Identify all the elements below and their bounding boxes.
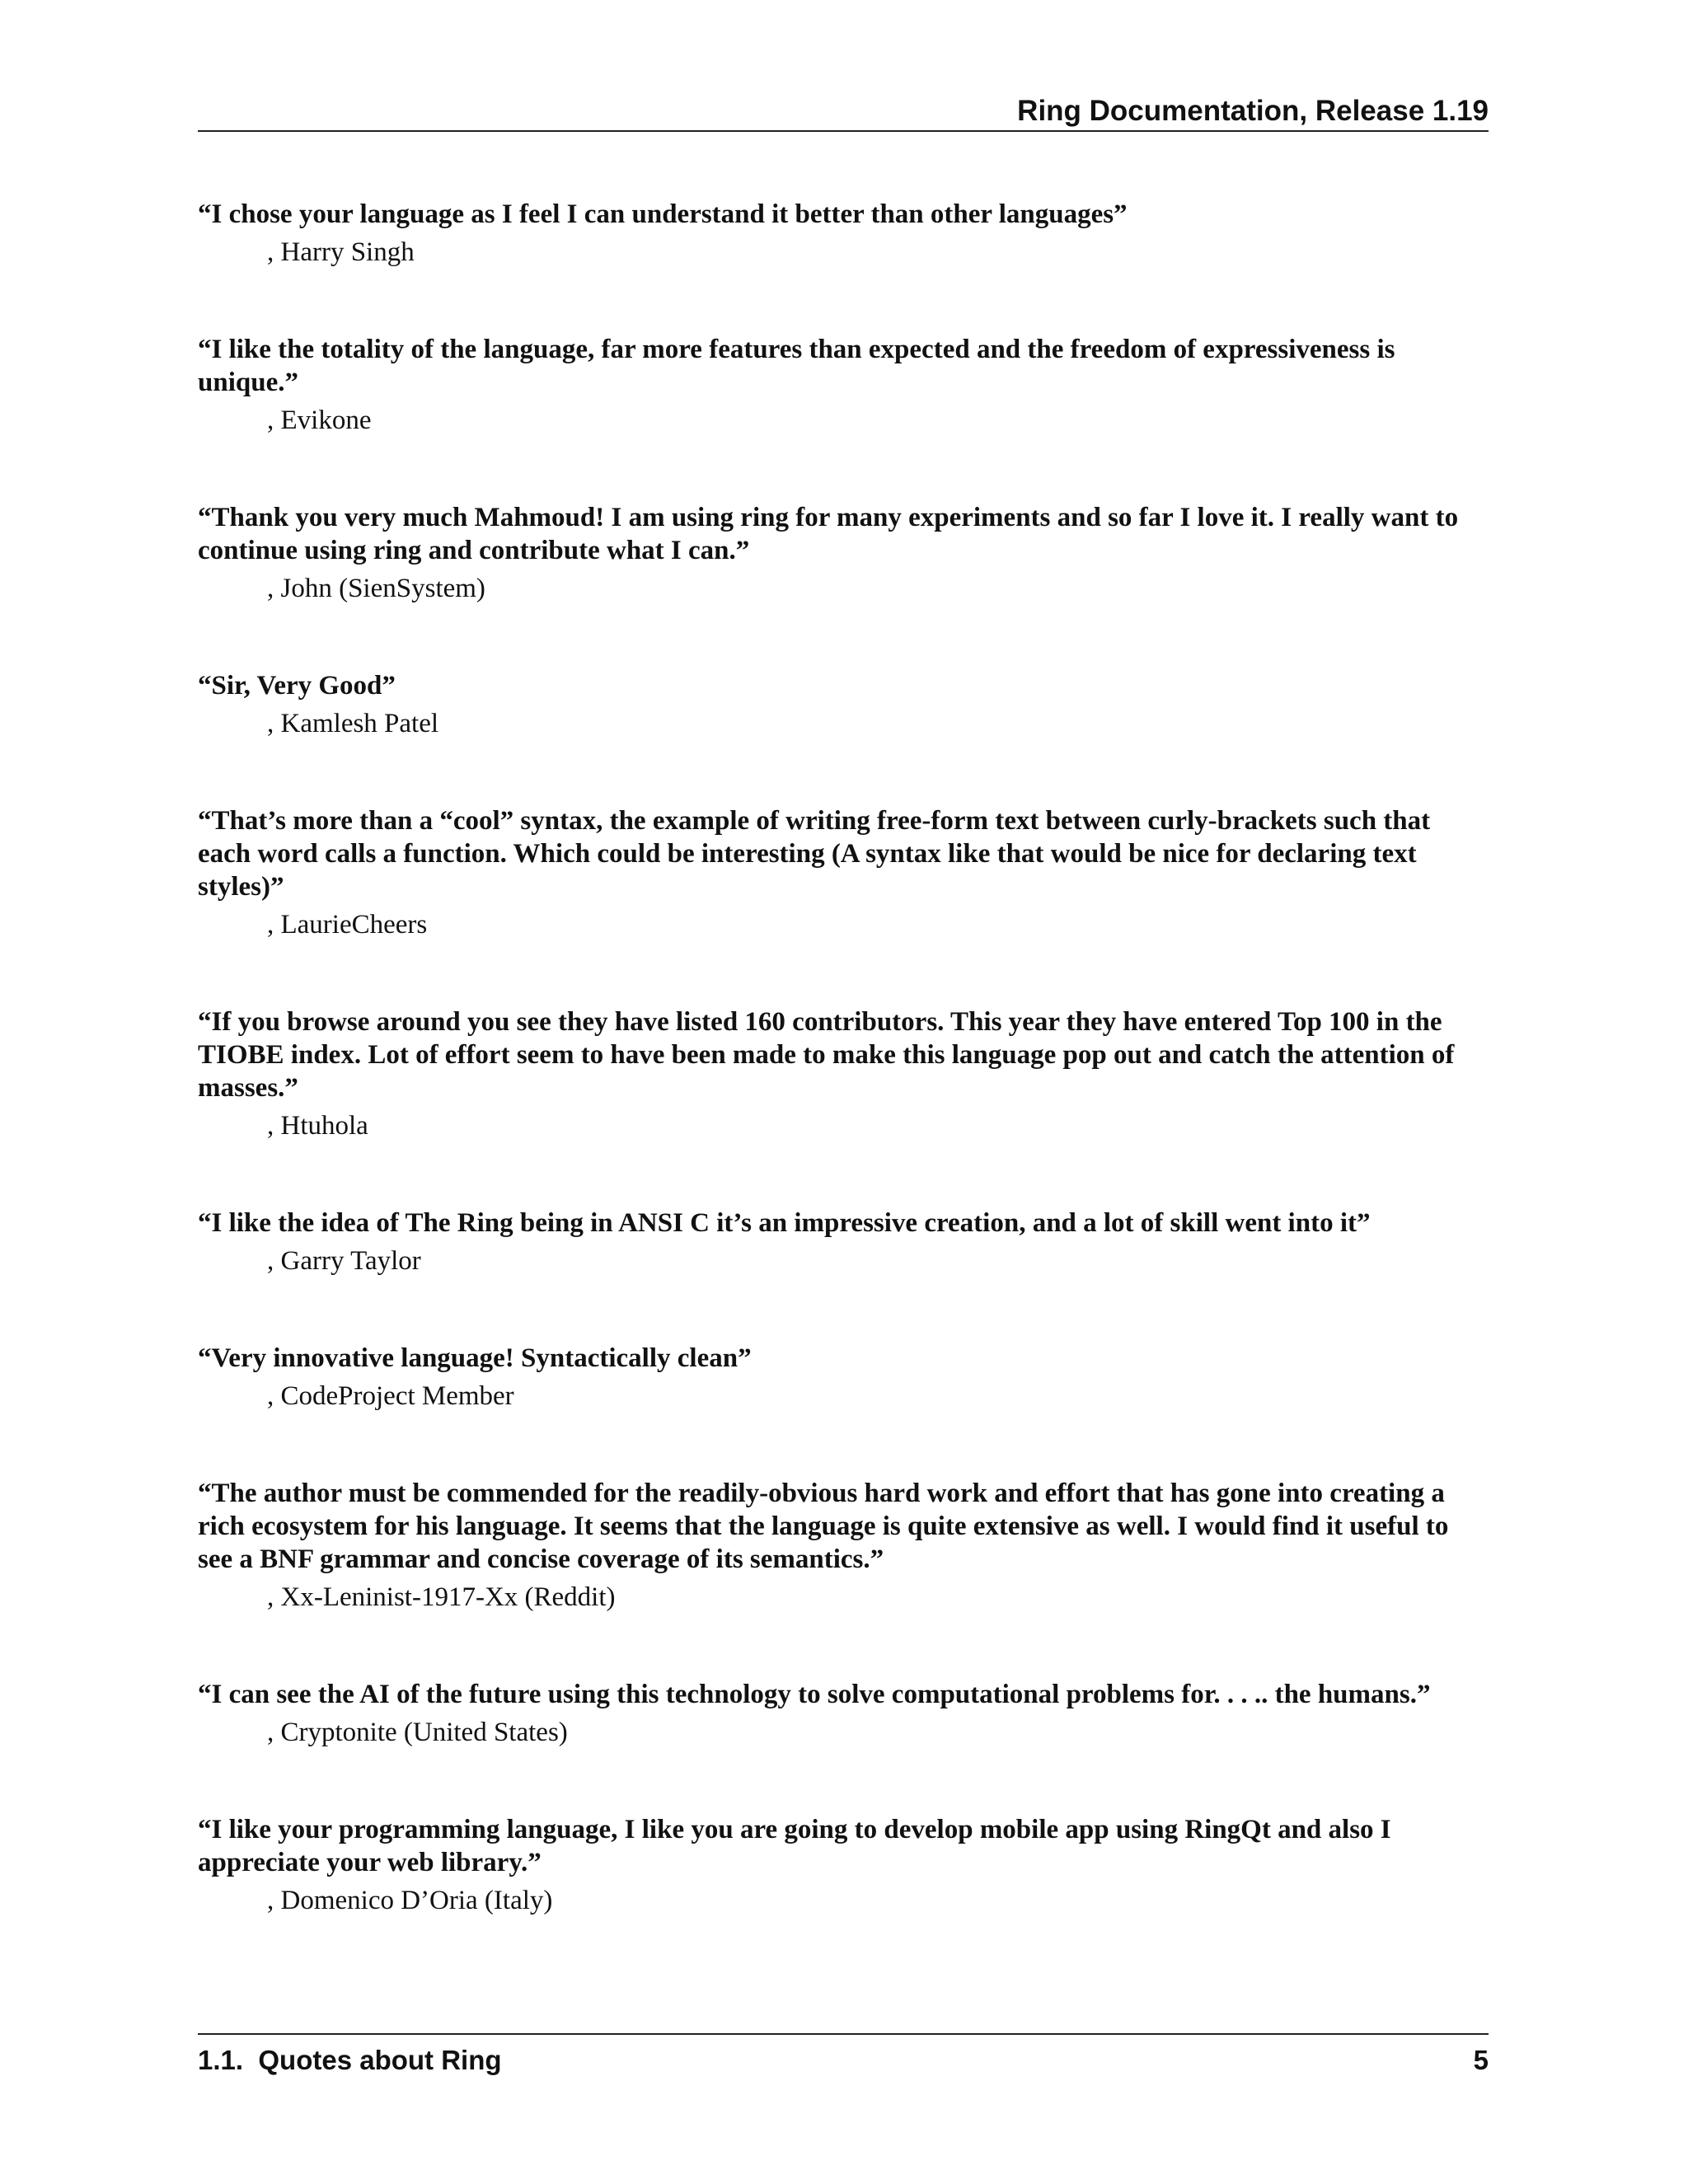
quote-text: “That’s more than a “cool” syntax, the example of writing free-form text between curly-brackets such that each word calls a function. Which could be interesting (A syntax like that would be nice for declaring text styles)” [198, 806, 1431, 902]
quote-author: , Garry Taylor [267, 1246, 421, 1276]
quote-item [198, 1813, 1489, 1917]
quote-author: , Htuhola [267, 1111, 368, 1141]
quote-author: , Kamlesh Patel [267, 709, 439, 738]
quote-text: “The author must be commended for the readily-obvious hard work and effort that has gone into creating a rich ecosystem for his language. It seems that the language is quite extensive as well. I would find it useful to see a BNF grammar and concise coverage of its semantics.” [198, 1479, 1449, 1574]
quote-item [198, 1207, 1489, 1277]
quote-text: “I can see the AI of the future using this technology to solve computational problems for. . . .. the humans.” [198, 1680, 1431, 1709]
document-page [198, 0, 1489, 2184]
quote-item [198, 333, 1489, 437]
quote-item [198, 1477, 1489, 1614]
quote-text: “I like the totality of the language, far more features than expected and the freedom of expressiveness is unique.” [198, 335, 1395, 397]
quote-item [198, 1678, 1489, 1749]
quote-author: , Cryptonite (United States) [267, 1718, 568, 1747]
quote-author: , LaurieCheers [267, 910, 428, 940]
quote-item [198, 501, 1489, 605]
quote-text: “Thank you very much Mahmoud! I am using ring for many experiments and so far I love it. I really want to continue using ring and contribute what I can.” [198, 503, 1459, 565]
quote-text: “I like the idea of The Ring being in ANSI C it’s an impressive creation, and a lot of skill went into it” [198, 1208, 1371, 1238]
quote-author: , John (SienSystem) [267, 574, 485, 603]
quote-text: “I like your programming language, I like you are going to develop mobile app using RingQt and also I appreciate your web library.” [198, 1815, 1391, 1877]
quote-item [198, 804, 1489, 941]
running-footer [198, 2033, 1489, 2079]
quote-item [198, 1342, 1489, 1413]
quote-text: “Very innovative language! Syntactically clean” [198, 1343, 752, 1373]
footer-section-title: 1.1. Quotes about Ring [198, 2045, 502, 2075]
quote-author: , Harry Singh [267, 237, 415, 267]
quote-author: , Evikone [267, 405, 372, 435]
page-number: 5 [1473, 2045, 1489, 2075]
quote-author: , Xx-Leninist-1917-Xx (Reddit) [267, 1582, 616, 1612]
running-header: Ring Documentation, Release 1.19 [198, 92, 1489, 132]
quote-author: , Domenico D’Oria (Italy) [267, 1886, 553, 1915]
quote-text: “If you browse around you see they have listed 160 contributors. This year they have entered Top 100 in the TIOBE index. Lot of effort seem to have been made to make this language pop out and catch the attention of masses.” [198, 1007, 1455, 1103]
quote-text: “Sir, Very Good” [198, 671, 396, 701]
quote-item [198, 669, 1489, 740]
quotes-list [198, 198, 1489, 1981]
quote-text: “I chose your language as I feel I can understand it better than other languages” [198, 199, 1128, 229]
quote-author: , CodeProject Member [267, 1381, 514, 1411]
quote-item [198, 1005, 1489, 1142]
quote-item [198, 198, 1489, 269]
